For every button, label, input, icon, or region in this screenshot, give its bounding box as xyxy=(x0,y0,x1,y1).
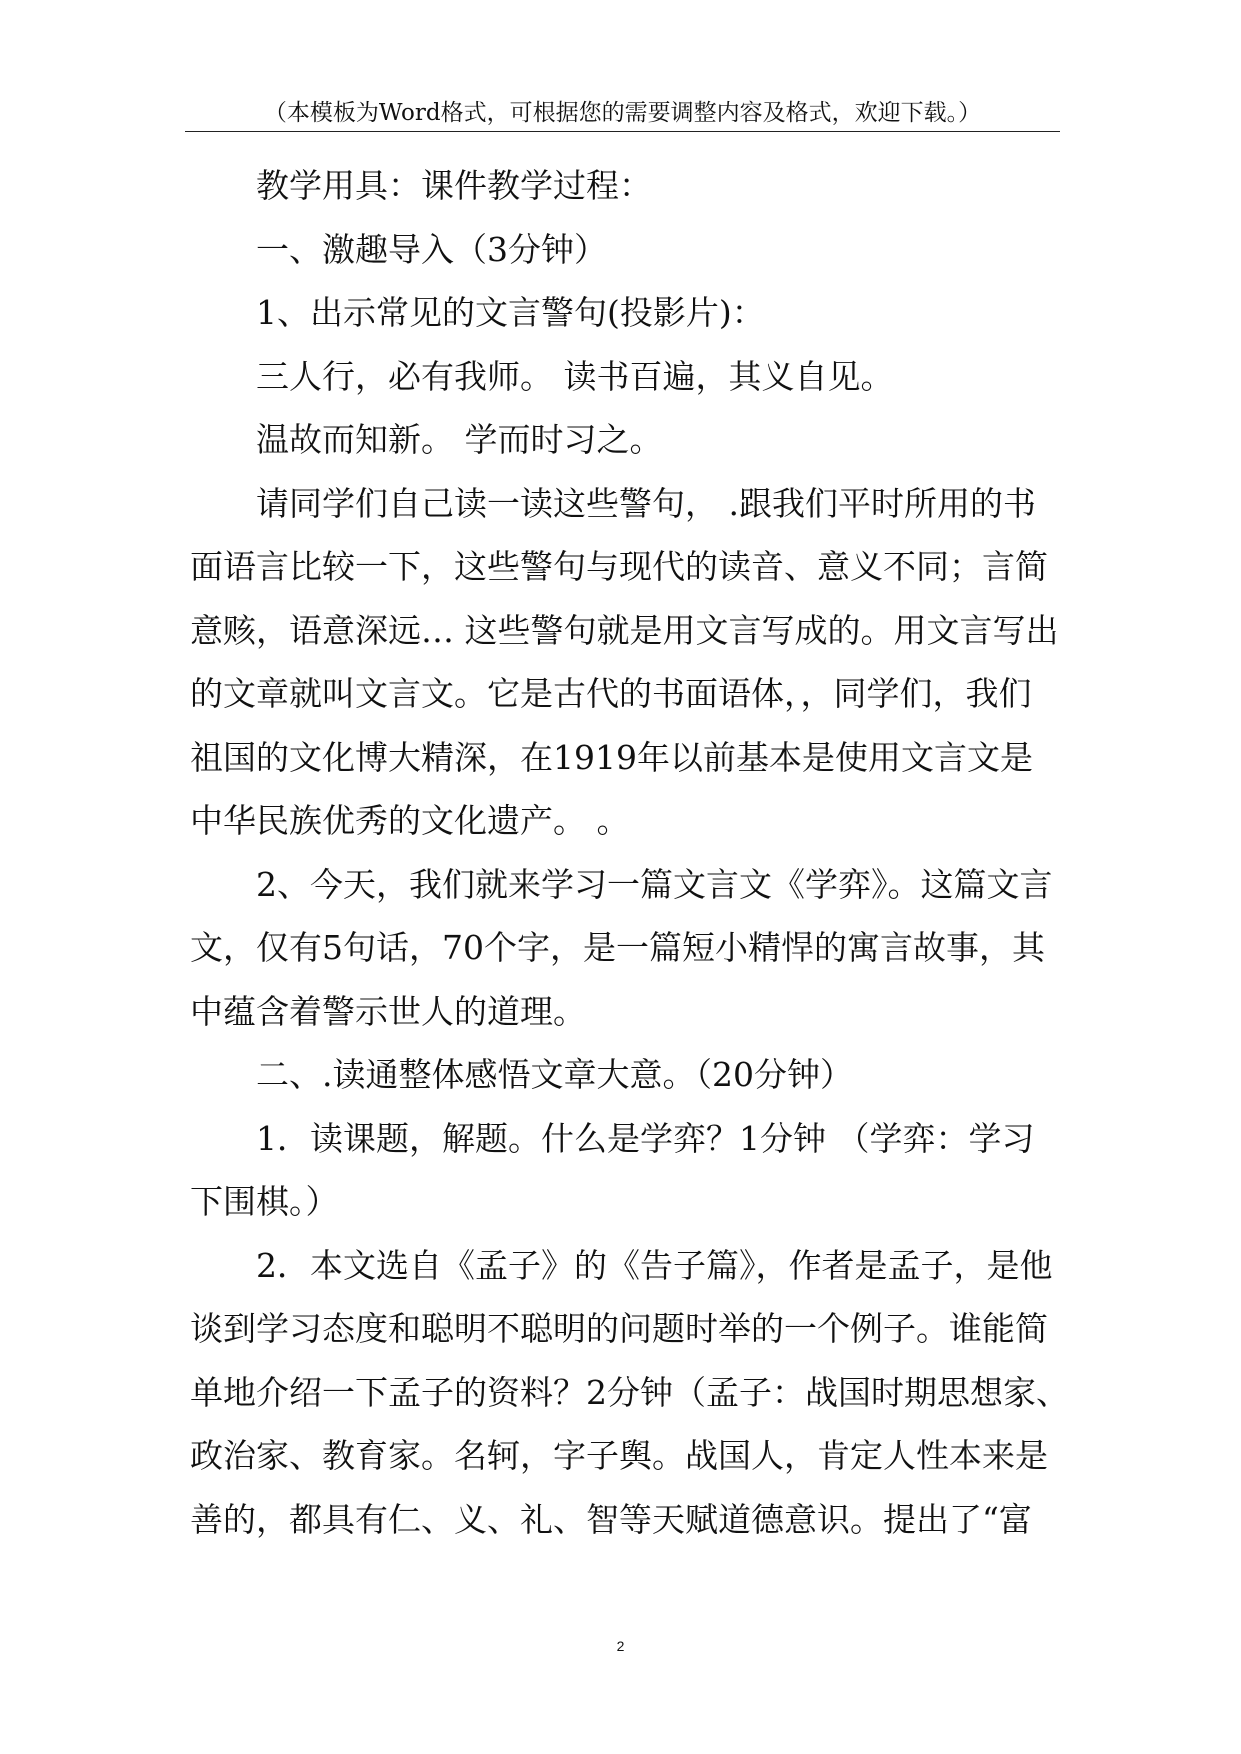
body-line: 请同学们自己读一读这些警句， .跟我们平时所用的书 xyxy=(256,483,1036,523)
body-line: 文，仅有5句话，70个字，是一篇短小精悍的寓言故事，其 xyxy=(190,928,1045,967)
page-number: 2 xyxy=(616,1638,625,1654)
body-line: 1、出示常见的文言警句(投影片)： xyxy=(256,293,765,332)
header-divider xyxy=(185,131,1060,132)
body-line: 中蕴含着警示世人的道理。 xyxy=(190,991,586,1031)
body-line: 教学用具：课件教学过程： xyxy=(256,166,652,205)
body-line: 三人行，必有我师。 读书百遍，其义自见。 xyxy=(256,356,894,396)
body-line: 1．读课题，解题。什么是学弈？1分钟 （学弈：学习 xyxy=(256,1118,1035,1158)
document-body xyxy=(190,154,1069,1551)
body-line: 祖国的文化博大精深，在1919年以前基本是使用文言文是 xyxy=(190,737,1033,777)
body-line: 下围棋。） xyxy=(190,1182,339,1221)
header-note: （本模板为Word格式，可根据您的需要调整内容及格式，欢迎下载。） xyxy=(263,100,982,126)
body-line: 谈到学习态度和聪明不聪明的问题时举的一个例子。谁能简 xyxy=(190,1309,1048,1348)
body-line: 中华民族优秀的文化遗产。 。 xyxy=(190,801,630,840)
body-line: 单地介绍一下孟子的资料？2分钟（孟子：战国时期思想家、 xyxy=(190,1372,1069,1412)
body-line: 二、.读通整体感悟文章大意。（20分钟） xyxy=(256,1055,853,1094)
body-line: 2．本文选自《孟子》的《告子篇》，作者是孟子，是他 xyxy=(256,1245,1053,1285)
body-line: 意赅，语意深远… 这些警句就是用文言写成的。用文言写出 xyxy=(190,610,1059,650)
body-line: 政治家、教育家。名轲，字子舆。战国人，肯定人性本来是 xyxy=(190,1436,1048,1475)
body-line: 善的，都具有仁、义、礼、智等天赋道德意识。提出了“富 xyxy=(190,1499,1032,1539)
body-line: 一、激趣导入（3分钟） xyxy=(256,229,607,269)
body-line: 2、今天，我们就来学习一篇文言文《学弈》。这篇文言 xyxy=(256,864,1053,904)
body-line: 面语言比较一下，这些警句与现代的读音、意义不同；言简 xyxy=(190,547,1048,586)
body-line: 温故而知新。 学而时习之。 xyxy=(256,420,663,459)
body-line: 的文章就叫文言文。它是古代的书面语体，，同学们，我们 xyxy=(190,674,1032,713)
